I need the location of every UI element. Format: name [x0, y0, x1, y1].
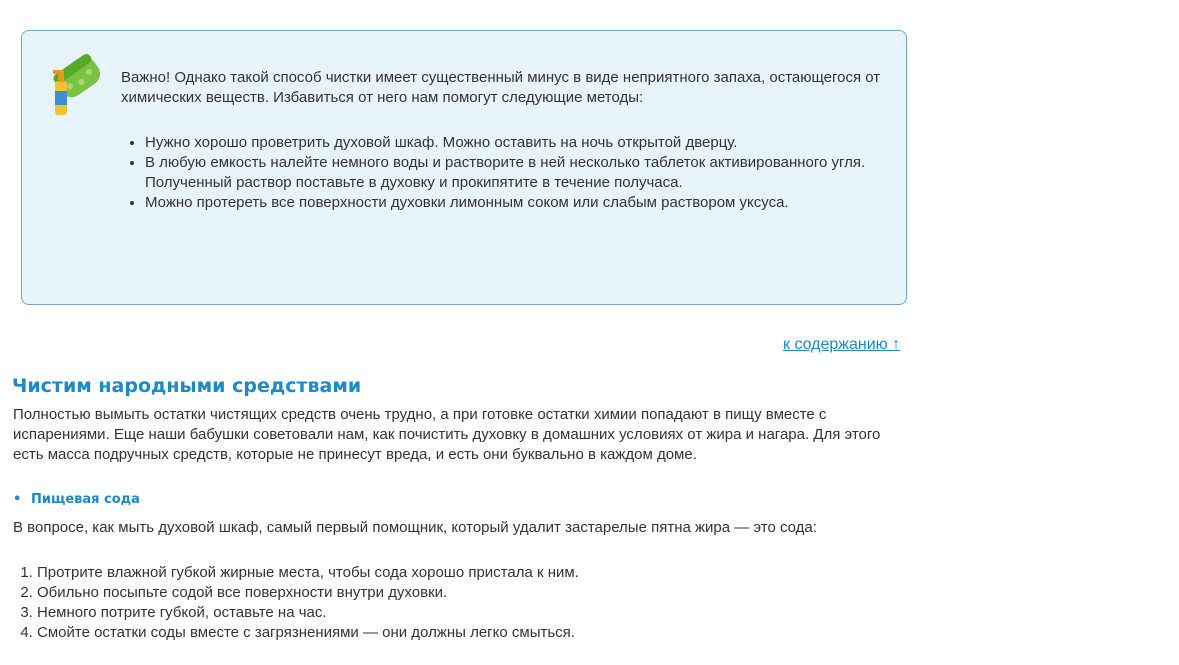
list-item: • В любую емкость налейте немного воды и растворите в ней несколько таблеток активированного угля. Полученный раствор поставьте в духовку и прокипятите в течение получаса.: [145, 153, 885, 193]
cleaning-sponge-spray-icon: [47, 51, 103, 117]
soda-steps: [13, 563, 579, 643]
section-paragraph: Полностью вымыть остатки чистящих средств очень трудно, а при готовке остатки химии попадают в пищу вместе с испарениями. Еще наши бабушки советовали нам, как почистить духовку в домашних условиях от жира и нагара. Для этого есть масса подручных средств, которые не принесут вреда, и есть они буквально в каждом доме.: [13, 406, 881, 463]
list-item: 3. Немного потрите губкой, оставьте на час.: [37, 603, 579, 623]
list-item: • Нужно хорошо проветрить духовой шкаф. Можно оставить на ночь открытой дверцу.: [145, 133, 885, 153]
bullet-icon: •: [13, 492, 22, 507]
soda-intro: В вопросе, как мыть духовой шкаф, самый первый помощник, который удалит застарелые пятна жира — это сода:: [13, 519, 817, 536]
toc-link[interactable]: к содержанию ↑: [783, 336, 901, 353]
section-title: Чистим народными средствами: [12, 375, 362, 397]
sub-heading-label: Пищевая сода: [31, 492, 140, 507]
list-item: • Можно протереть все поверхности духовки лимонным соком или слабым раствором уксуса.: [145, 193, 885, 213]
tip-list: [121, 133, 885, 213]
sub-heading-soda: [13, 490, 140, 510]
list-item: 1. Протрите влажной губкой жирные места, чтобы сода хорошо пристала к ним.: [37, 563, 579, 583]
tip-box: [21, 30, 907, 305]
list-item: 2. Обильно посыпьте содой все поверхности внутри духовки.: [37, 583, 579, 603]
list-item: 4. Смойте остатки соды вместе с загрязнениями — они должны легко смыться.: [37, 623, 579, 643]
tip-intro: Важно! Однако такой способ чистки имеет существенный минус в виде неприятного запаха, остающегося от химических веществ. Избавиться от него нам помогут следующие методы:: [121, 69, 881, 106]
